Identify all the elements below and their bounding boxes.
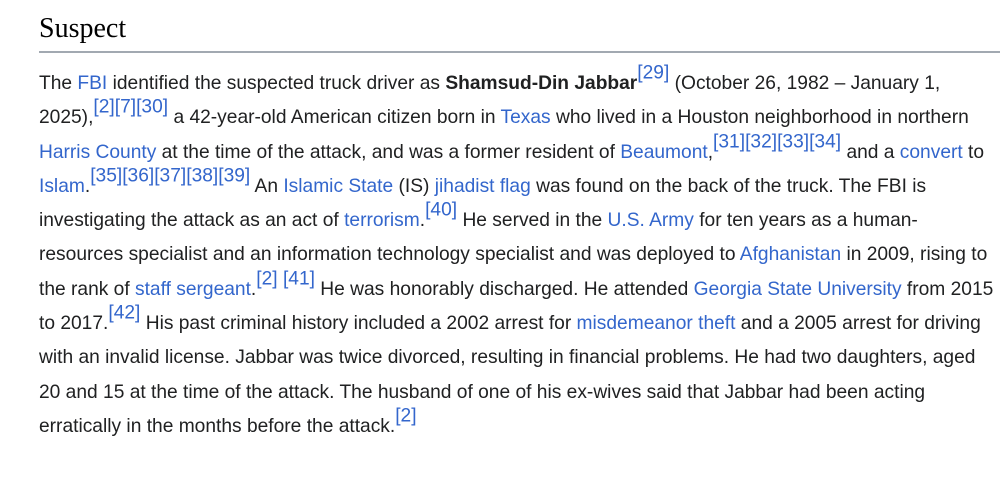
citation-34[interactable]: [34] bbox=[809, 131, 842, 153]
citation-2[interactable]: [2] bbox=[395, 405, 417, 427]
citation-29[interactable]: [29] bbox=[637, 62, 670, 84]
section-title: Suspect bbox=[39, 13, 127, 44]
text: . bbox=[250, 278, 257, 300]
text: . bbox=[419, 210, 426, 232]
text: , bbox=[707, 141, 714, 163]
citation-38[interactable]: [38] bbox=[186, 165, 219, 187]
section-heading bbox=[39, 10, 1000, 53]
citation-35[interactable]: [35] bbox=[90, 165, 123, 187]
link-georgia-state-university[interactable]: Georgia State University bbox=[693, 278, 902, 300]
link-afghanistan[interactable]: Afghanistan bbox=[739, 244, 842, 266]
link-islamic-state[interactable]: Islamic State bbox=[283, 175, 394, 197]
text: . bbox=[84, 175, 91, 197]
text: to bbox=[962, 141, 985, 163]
link-islam[interactable]: Islam bbox=[39, 175, 85, 197]
citation-2[interactable]: [2] bbox=[256, 268, 278, 290]
text: (IS) bbox=[393, 175, 435, 197]
text: in 2009, rising to the rank of bbox=[39, 244, 988, 300]
citation-40[interactable]: [40] bbox=[425, 199, 458, 221]
text: at the time of the attack, and was a former resident of bbox=[156, 141, 621, 163]
suspect-paragraph bbox=[39, 62, 997, 444]
text: and a 2005 arrest for driving with an invalid license. Jabbar was twice divorced, resulting in financial problems. He had two daughters, aged 20 and 15 at the time of the attack. The husband of one of his ex-wives said that Jabbar had been acting erratically in the months before the attack. bbox=[39, 313, 981, 437]
citation-33[interactable]: [33] bbox=[777, 131, 810, 153]
text: He was honorably discharged. He attended bbox=[314, 278, 694, 300]
link-jihadist-flag[interactable]: jihadist flag bbox=[434, 175, 531, 197]
text: An bbox=[250, 175, 284, 197]
citation-41[interactable]: [41] bbox=[282, 268, 315, 290]
citation-37[interactable]: [37] bbox=[154, 165, 187, 187]
text: from 2015 to 2017. bbox=[39, 278, 994, 335]
text: who lived in a Houston neighborhood in northern bbox=[550, 107, 969, 129]
text: a 42-year-old American citizen born in bbox=[168, 107, 501, 129]
citation-39[interactable]: [39] bbox=[218, 165, 251, 187]
link-beaumont[interactable]: Beaumont bbox=[620, 141, 708, 163]
link-staff-sergeant[interactable]: staff sergeant bbox=[135, 278, 251, 300]
link-us-army[interactable]: U.S. Army bbox=[607, 210, 694, 232]
citation-30[interactable]: [30] bbox=[136, 96, 169, 118]
citation-2[interactable]: [2] bbox=[93, 96, 115, 118]
text: identified the suspected truck driver as bbox=[107, 73, 446, 94]
link-misdemeanor-theft[interactable]: misdemeanor theft bbox=[576, 313, 736, 335]
citation-7[interactable]: [7] bbox=[114, 96, 137, 118]
link-convert[interactable]: convert bbox=[899, 141, 963, 163]
citation-32[interactable]: [32] bbox=[745, 131, 778, 153]
citation-31[interactable]: [31] bbox=[713, 131, 746, 153]
citation-36[interactable]: [36] bbox=[122, 165, 155, 187]
text: He served in the bbox=[457, 210, 608, 232]
text: for ten years as a human-resources specialist and an information technology specialist and was deployed to bbox=[39, 210, 918, 266]
text: and a bbox=[841, 141, 900, 163]
link-terrorism[interactable]: terrorism bbox=[344, 210, 420, 232]
text: The bbox=[39, 73, 78, 94]
citation-42[interactable]: [42] bbox=[108, 302, 141, 324]
text: His past criminal history included a 2002 arrest for bbox=[140, 313, 577, 335]
link-harris-county[interactable]: Harris County bbox=[39, 141, 157, 163]
link-fbi[interactable]: FBI bbox=[77, 73, 108, 94]
text: was found on the back of the truck. The FBI is investigating the attack as an act of bbox=[39, 175, 927, 232]
suspect-name: Shamsud-Din Jabbar bbox=[445, 73, 638, 94]
text: (October 26, 1982 – January 1, 2025), bbox=[39, 73, 941, 129]
link-texas[interactable]: Texas bbox=[500, 107, 551, 129]
